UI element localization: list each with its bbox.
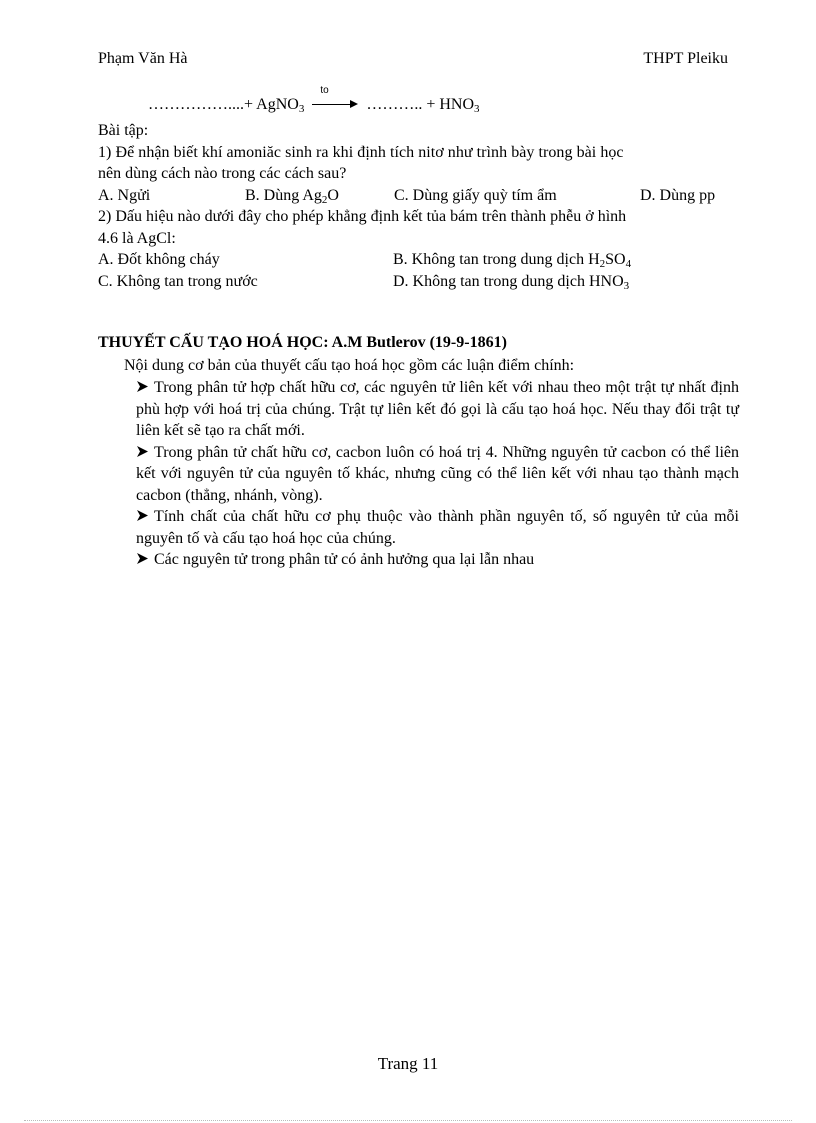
arrowhead-bullet-icon xyxy=(136,377,154,399)
arrow-label: to xyxy=(320,85,329,97)
equation-left-sub: 3 xyxy=(298,103,305,115)
theory-intro: Nội dung cơ bản của thuyết cấu tạo hoá học gồm các luận điểm chính: xyxy=(124,357,575,374)
arrowhead-bullet-icon xyxy=(136,549,154,571)
theory-point: Trong phân tử chất hữu cơ, cacbon luôn có hoá trị 4. Những nguyên tử cacbon có thể liên kết với nguyên tử của nguyên tố khác, nhưng cũng có thể liên kết với nhau tạo thành mạch cacbon (thẳng, nhánh, vòng). xyxy=(136,443,739,504)
question-2-line-2: 4.6 là AgCl: xyxy=(98,229,176,247)
theory-point: Tính chất của chất hữu cơ phụ thuộc vào thành phần nguyên tố, số nguyên tử của mỗi nguyên tố và cấu tạo hoá học của chúng. xyxy=(136,508,739,547)
theory-point: Trong phân tử hợp chất hữu cơ, các nguyên tử liên kết với nhau theo một trật tự nhất định phù hợp với hoá trị của chúng. Trật tự liên kết đó gọi là cấu tạo hoá học. Nếu thay đổi trật tự liên kết sẽ tạo ra chất mới. xyxy=(136,379,739,439)
exercise-section xyxy=(98,120,739,292)
header-author: Phạm Văn Hà xyxy=(98,50,188,67)
theory-point: Các nguyên tử trong phân tử có ảnh hưởng qua lại lẫn nhau xyxy=(136,549,739,571)
page-number: Trang 11 xyxy=(377,1054,439,1073)
q1-option-c: C. Dùng giấy quỳ tím ẩm xyxy=(394,186,557,204)
q1-option-b: B. Dùng $Ag_2O$ xyxy=(245,186,339,206)
q1-option-a: A. Ngửi xyxy=(98,186,151,204)
q2-option-b: B. Không tan trong dung dịch $H_2SO_4$ xyxy=(393,251,632,270)
theory-title: THUYẾT CẤU TẠO HOÁ HỌC: A.M Butlerov (19-9-1861) xyxy=(98,334,507,351)
q1-option-d: D. Dùng pp xyxy=(640,186,716,204)
q2-option-a: A. Đốt không cháy xyxy=(98,251,220,268)
arrowhead-bullet-icon xyxy=(136,506,154,528)
q2-option-d: D. Không tan trong dung dịch $HNO_3$ xyxy=(393,272,630,292)
arrowhead-bullet-icon xyxy=(136,442,154,464)
question-2-options-row-1 xyxy=(98,249,739,271)
reaction-arrow-icon xyxy=(312,85,358,110)
equation-right: ……….. + HNO xyxy=(366,96,474,113)
equation-right-sub: 3 xyxy=(474,103,480,115)
question-1-line-2: nên dùng cách nào trong các cách sau? xyxy=(98,165,347,182)
equation-left: ……………....+ AgNO xyxy=(148,96,299,113)
question-1-line-1: 1) Để nhận biết khí amoniăc sinh ra khi định tích nitơ như trình bày trong bài học xyxy=(98,143,624,161)
reaction-equation xyxy=(148,85,480,115)
exercise-heading: Bài tập: xyxy=(98,122,149,139)
q2-option-c: C. Không tan trong nước xyxy=(98,272,258,290)
theory-points xyxy=(136,377,739,571)
question-1-options xyxy=(98,185,739,207)
header-school: THPT Pleiku xyxy=(643,50,728,67)
question-2-line-1: 2) Dấu hiệu nào dưới đây cho phép khẳng định kết tủa bám trên thành phễu ở hình xyxy=(98,208,627,225)
page-divider xyxy=(24,1120,792,1121)
question-2-options-row-2 xyxy=(98,271,739,293)
